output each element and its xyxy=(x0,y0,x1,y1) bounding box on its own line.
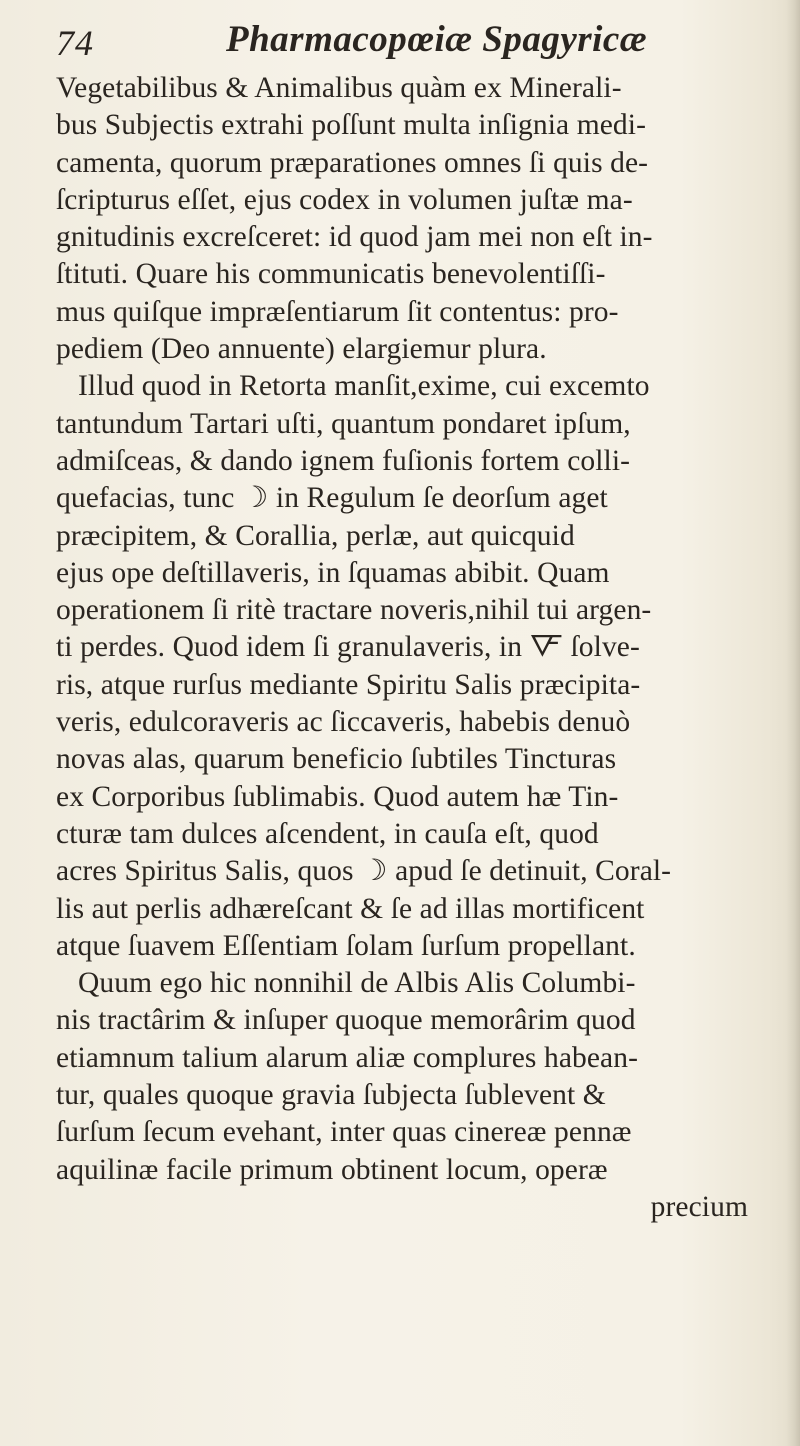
text-line: mus quiſque impræſentiarum ſit contentus: pro- xyxy=(56,295,619,328)
text-line: cturæ tam dulces aſcendent, in cauſa eſt, quod xyxy=(56,817,599,850)
text-line: novas alas, quarum beneficio ſubtiles Tincturas xyxy=(56,743,617,776)
text-line: ſurſum ſecum evehant, inter quas cinereæ pennæ xyxy=(56,1116,632,1149)
text-line: bus Subjectis extrahi poſſunt multa inſignia medi- xyxy=(56,109,647,142)
text-line: ſcripturus eſſet, ejus codex in volumen juſtæ ma- xyxy=(56,183,633,216)
text-line: ex Corporibus ſublimabis. Quod autem hæ Tin- xyxy=(56,780,619,813)
text-line: quefacias, tunc ☽ in Regulum ſe deorſum aget xyxy=(56,482,608,515)
page-header xyxy=(56,14,756,74)
catchword: precium xyxy=(650,1190,748,1223)
running-title: Pharmacopœiæ Spagyricæ xyxy=(226,19,648,60)
text-line: gnitudinis excreſceret: id quod jam mei non eſt in- xyxy=(56,221,653,254)
text-line: tur, quales quoque gravia ſubjecta ſublevent & xyxy=(56,1079,606,1112)
text-line: aquilinæ facile primum obtinent locum, operæ xyxy=(56,1153,608,1186)
text-line: ſtituti. Quare his communicatis benevolentiſſi- xyxy=(56,258,606,291)
text-line: lis aut perlis adhæreſcant & ſe ad illas mortificent xyxy=(56,892,645,925)
text-line: pediem (Deo annuente) elargiemur plura. xyxy=(56,333,547,366)
text-line: admiſceas, & dando ignem fuſionis fortem colli- xyxy=(56,444,631,477)
page-number: 74 xyxy=(56,23,94,63)
paragraph-start-line: Quum ego hic nonnihil de Albis Alis Columbi- xyxy=(78,967,636,1000)
text-line: ris, atque rurſus mediante Spiritu Salis præcipita- xyxy=(56,668,641,701)
text-line: ti perdes. Quod idem ſi granulaveris, in 🜅 ſolve- xyxy=(56,631,640,664)
paragraph-start-line: Illud quod in Retorta manſit,exime, cui excemto xyxy=(78,370,650,403)
text-line: præcipitem, & Corallia, perlæ, aut quicquid xyxy=(56,519,575,552)
text-line: Vegetabilibus & Animalibus quàm ex Minerali- xyxy=(56,72,622,104)
text-line: veris, edulcoraveris ac ſiccaveris, habebis denuò xyxy=(56,706,631,739)
text-line: nis tractârim & inſuper quoque memorârim quod xyxy=(56,1004,636,1037)
body-text xyxy=(56,70,786,1226)
text-line: camenta, quorum præparationes omnes ſi quis de- xyxy=(56,146,649,179)
text-line: atque ſuavem Eſſentiam ſolam ſurſum propellant. xyxy=(56,929,636,962)
text-line: tantundum Tartari uſti, quantum pondaret ipſum, xyxy=(56,407,631,440)
text-line: ejus ope deſtillaveris, in ſquamas abibit. Quam xyxy=(56,556,610,589)
text-line: etiamnum talium alarum aliæ complures habean- xyxy=(56,1041,639,1074)
text-line: acres Spiritus Salis, quos ☽ apud ſe detinuit, Coral- xyxy=(56,855,672,888)
page-gutter-shadow xyxy=(786,0,800,1446)
text-line: operationem ſi ritè tractare noveris,nihil tui argen- xyxy=(56,594,652,627)
